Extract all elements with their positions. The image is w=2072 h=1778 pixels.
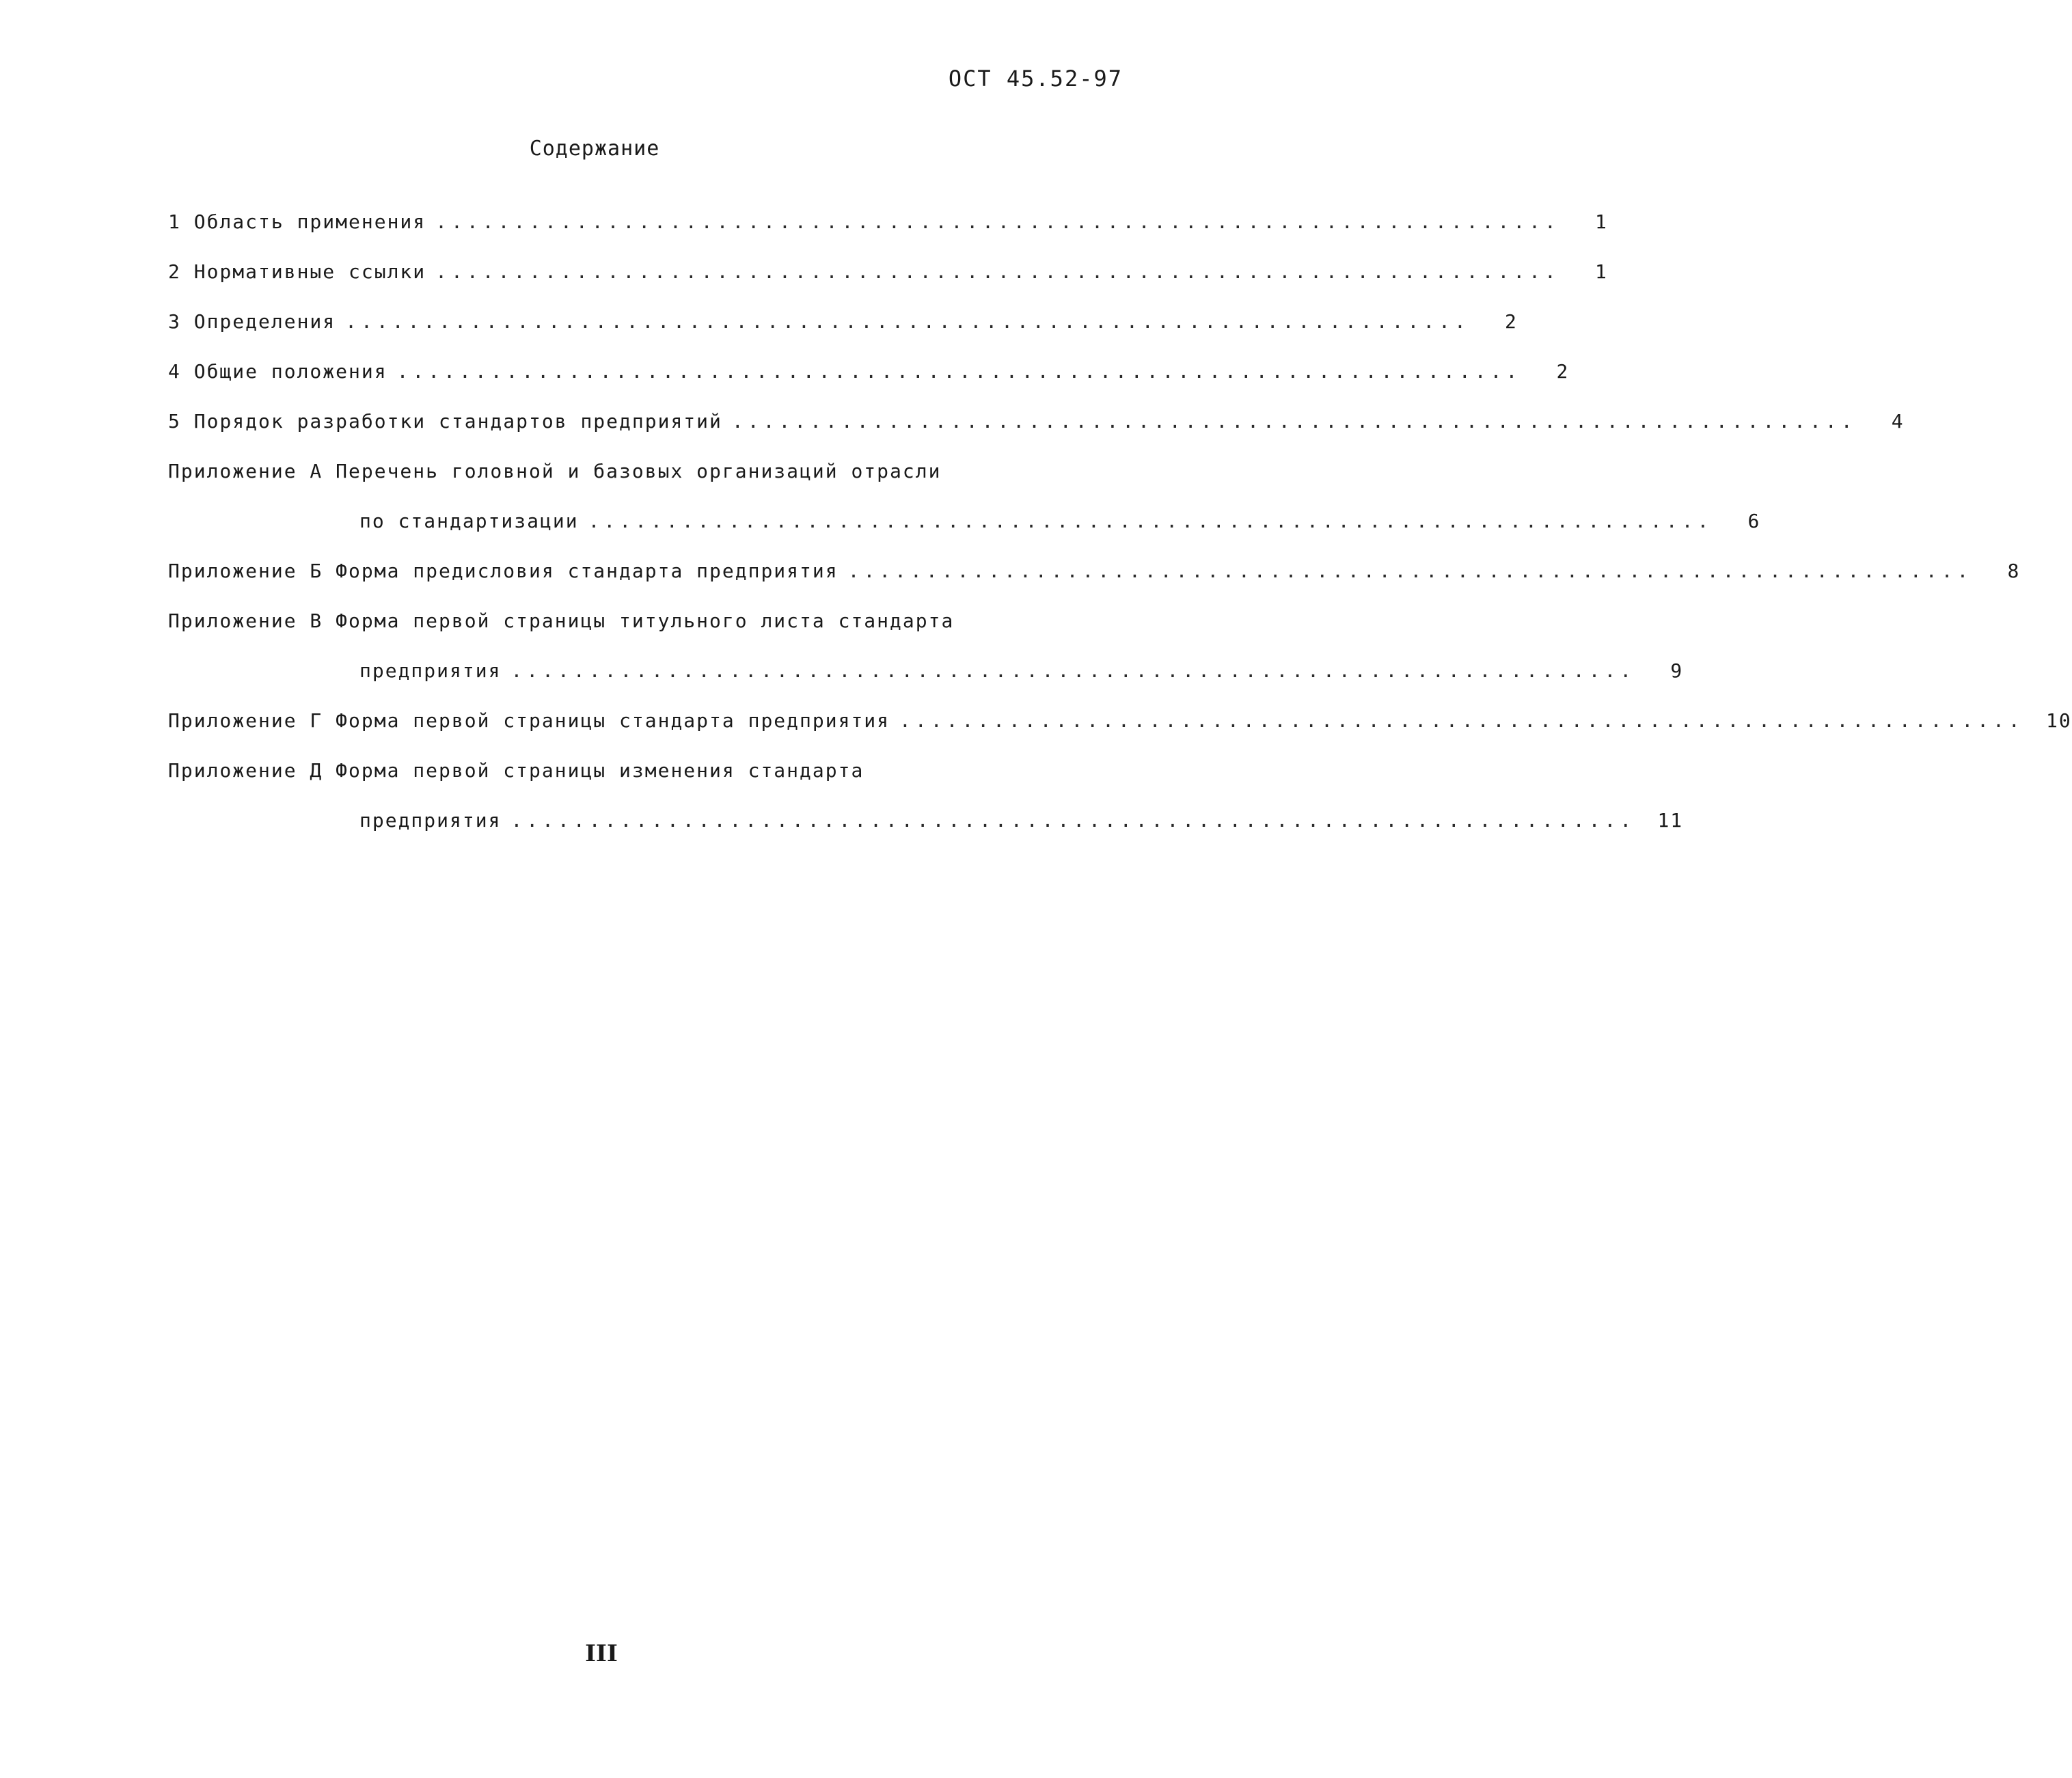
toc-leader-dots: ........................................................................ [345, 310, 1470, 333]
page-number: III [585, 1640, 618, 1667]
toc-entry-text: 5 Порядок разработки стандартов предприятий [168, 410, 722, 433]
toc-entry-appendix-b[interactable] [168, 560, 2021, 610]
toc-leader-dots: ........................................................................ [510, 809, 1636, 832]
toc-leader-dots: ........................................................................ [847, 560, 1973, 582]
toc-leader-dots: ........................................................................ [510, 659, 1636, 682]
toc-entry-text: предприятия [359, 809, 502, 832]
toc-leader-dots: ........................................................................ [588, 510, 1713, 532]
toc-leader-dots: ........................................................................ [731, 410, 1857, 433]
toc-entry-text: Приложение А Перечень головной и базовых организаций отрасли [168, 460, 942, 482]
toc-entry-text: предприятия [359, 659, 502, 682]
toc-entry-text: Приложение Б Форма предисловия стандарта предприятия [168, 560, 839, 582]
toc-entry-text: 1 Область применения [168, 210, 426, 233]
toc-entry-appendix-d[interactable] [168, 759, 1125, 809]
document-code: ОСТ 45.52-97 [948, 66, 1123, 92]
toc-entry-appendix-g[interactable] [168, 709, 2072, 759]
toc-leader-dots: ........................................................................ [899, 709, 2024, 732]
toc-entry-text: Приложение В Форма первой страницы титульного листа стандарта [168, 610, 955, 632]
toc-entry-text: Приложение Д Форма первой страницы изменения стандарта [168, 759, 864, 782]
toc-entry-page: 9 [1670, 659, 1684, 682]
toc-entry-4[interactable] [168, 360, 1570, 410]
toc-entry-page: 2 [1556, 360, 1570, 383]
toc-leader-dots: ........................................................................ [435, 260, 1560, 283]
toc-entry-2[interactable] [168, 260, 1608, 310]
toc-entry-page: 8 [2007, 560, 2021, 582]
toc-entry-page: 1 [1595, 260, 1608, 283]
toc-entry-1[interactable] [168, 210, 1608, 260]
toc-entry-page: 10 [2046, 709, 2072, 732]
toc-entry-appendix-a-continuation[interactable] [168, 510, 1761, 560]
toc-leader-dots: ........................................................................ [435, 210, 1560, 233]
toc-entry-appendix-v-continuation[interactable] [168, 659, 1684, 709]
toc-entry-text: 2 Нормативные ссылки [168, 260, 426, 283]
toc-entry-appendix-v[interactable] [168, 610, 1125, 659]
toc-entry-text: по стандартизации [359, 510, 579, 532]
toc-leader-dots: ........................................................................ [396, 360, 1522, 383]
toc-entry-3[interactable] [168, 310, 1518, 360]
toc-title: Содержание [529, 137, 660, 161]
toc-entry-appendix-a[interactable] [168, 460, 1125, 510]
toc-entry-page: 1 [1595, 210, 1608, 233]
toc-entry-text: 4 Общие положения [168, 360, 387, 383]
toc-entry-text: Приложение Г Форма первой страницы стандарта предприятия [168, 709, 890, 732]
toc-entry-page: 4 [1891, 410, 1905, 433]
table-of-contents [168, 210, 2072, 859]
toc-entry-page: 11 [1657, 809, 1684, 832]
toc-entry-page: 6 [1747, 510, 1761, 532]
toc-entry-5[interactable] [168, 410, 1905, 460]
toc-entry-text: 3 Определения [168, 310, 336, 333]
toc-entry-page: 2 [1505, 310, 1518, 333]
toc-entry-appendix-d-continuation[interactable] [168, 809, 1684, 859]
